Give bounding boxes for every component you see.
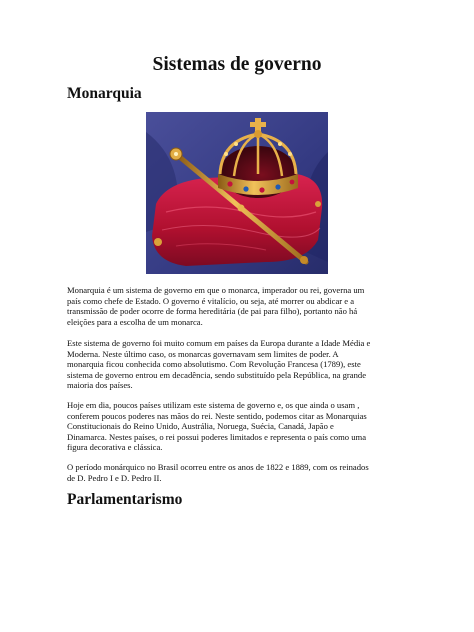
paragraph-line: país como chefe de Estado. O governo é vitalício, ou seja, até morrer ou abdicar e a <box>67 295 355 306</box>
paragraph-line: Hoje em dia, poucos países utilizam este sistema de governo e, os que ainda o usam , <box>67 400 360 410</box>
paragraph-line: Este sistema de governo foi muito comum em países da Europa durante a Idade Média e <box>67 338 371 348</box>
paragraph-monarquia-brasil <box>67 462 412 483</box>
paragraph-line: transmissão de poder ocorre de forma hereditária (de pai para filho), portanto não há <box>67 306 358 317</box>
paragraph-line: maioria dos países. <box>67 380 133 391</box>
paragraph-monarquia-definicao <box>67 285 412 327</box>
paragraph-line: Dinamarca. Nestes países, o rei possui poderes limitados e representa o país como uma <box>67 431 367 442</box>
paragraph-monarquia-historia <box>67 338 412 391</box>
paragraph-line: de D. Pedro I e D. Pedro II. <box>67 472 162 483</box>
document-title: Sistemas de governo <box>152 54 322 75</box>
paragraph-monarquia-hoje <box>67 400 412 453</box>
paragraph-line: Monarquia é um sistema de governo em que o monarca, imperador ou rei, governa um <box>67 285 365 295</box>
paragraph-line: eleições para a escolha de um monarca. <box>67 316 203 327</box>
paragraph-line: O período monárquico no Brasil ocorreu entre os anos de 1822 e 1889, com os reinados <box>67 462 369 472</box>
paragraph-line: sistema de governo entrou em decadência, sendo substituído pela República, na grande <box>67 369 367 380</box>
paragraph-line: Moderna. Neste último caso, os monarcas governavam sem limites de poder. A <box>67 348 339 359</box>
section-heading-monarquia: Monarquia <box>67 85 142 102</box>
paragraph-line: monarquia ficou conhecida como absolutismo. Com Revolução Francesa (1789), este <box>67 359 361 370</box>
crown-photo <box>146 112 328 274</box>
section-heading-parlamentarismo: Parlamentarismo <box>67 491 183 508</box>
paragraph-line: conferem poucos poderes nas mãos do rei. Neste sentido, podemos citar as Monarquias <box>67 410 367 421</box>
paragraph-line: Constitucionais do Reino Unido, Austrália, Noruega, Suécia, Canadá, Japão e <box>67 421 334 432</box>
paragraph-line: figura decorativa e clássica. <box>67 442 163 453</box>
